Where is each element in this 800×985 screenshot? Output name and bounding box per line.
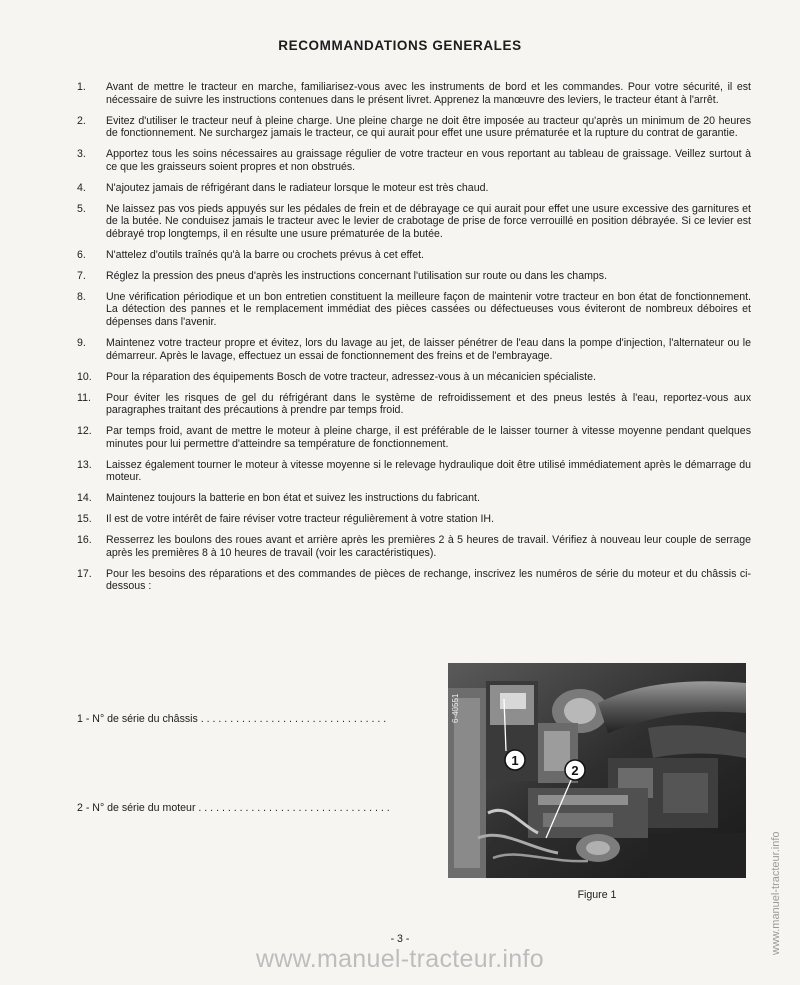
item-number: 14. bbox=[77, 492, 92, 505]
item-text: Resserrez les boulons des roues avant et arrière après les premières 2 à 5 heures de travail. Vérifiez à nouveau leur couple de serrage après les premières 8 à 10 heures de travail (voir les caractéristiques). bbox=[106, 534, 751, 559]
item-text: Laissez également tourner le moteur à vitesse moyenne si le relevage hydraulique doit être utilisé immédiatement après le démarrage du moteur. bbox=[106, 458, 751, 484]
photo-code-label: 6-40551 bbox=[451, 693, 460, 723]
item-text: Maintenez toujours la batterie en bon état et suivez les instructions du fabricant. bbox=[106, 492, 480, 505]
item-text: Pour éviter les risques de gel du réfrigérant dans le système de refroidissement et des pneus lestés à l'eau, reportez-vous aux paragraphes traitant des précautions à prendre par temps froid. bbox=[106, 391, 751, 417]
item-number: 15. bbox=[77, 513, 92, 526]
side-watermark-text: www.manuel-tracteur.info bbox=[770, 831, 782, 955]
item-number: 4. bbox=[77, 181, 86, 194]
item-text: Pour la réparation des équipements Bosch de votre tracteur, adressez-vous à un mécanicien spécialiste. bbox=[106, 370, 596, 383]
list-item bbox=[77, 81, 751, 106]
item-number: 8. bbox=[77, 290, 86, 303]
photo-callout-1: 1 bbox=[511, 753, 519, 768]
watermark-text: www.manuel-tracteur.info bbox=[256, 945, 544, 973]
item-number: 12. bbox=[77, 425, 92, 438]
list-item bbox=[77, 203, 751, 241]
list-item bbox=[77, 513, 751, 526]
list-item bbox=[77, 182, 751, 195]
list-item bbox=[77, 534, 751, 559]
page-number: - 3 - bbox=[390, 933, 410, 945]
item-number: 2. bbox=[77, 114, 86, 127]
list-item bbox=[77, 425, 751, 450]
page-title: RECOMMANDATIONS GENERALES bbox=[278, 38, 522, 53]
item-number: 17. bbox=[77, 567, 92, 580]
chassis-serial-field: 1 - N° de série du châssis . . . . . . . . . . . . . . . . . . . . . . . . . . . . . . . . bbox=[77, 713, 387, 725]
item-number: 3. bbox=[77, 148, 86, 161]
item-number: 11. bbox=[77, 391, 91, 404]
list-item bbox=[77, 148, 751, 173]
engine-photo bbox=[448, 663, 746, 878]
list-item bbox=[77, 492, 751, 505]
list-item bbox=[77, 392, 751, 417]
list-item bbox=[77, 291, 751, 329]
item-text: Ne laissez pas vos pieds appuyés sur les pédales de frein et de débrayage ce qui aurait pour effet une usure excessive des garnitures et de la butée. Ne conduisez jamais le tracteur avec le levier de crabotage de prise de force verrouillé en position débrayée. Si ce levier est débrayé trop longtemps, il en résulte une usure prématurée de la butée. bbox=[106, 202, 751, 240]
item-number: 7. bbox=[77, 269, 86, 282]
item-text: Evitez d'utiliser le tracteur neuf à pleine charge. Une pleine charge ne doit être imposée au tracteur qu'après un minimum de 20 heures de fonctionnement. Ne surchargez jamais le tracteur, ce qui aurait pour effet une usure prématurée et la rupture du contrat de garantie. bbox=[106, 114, 751, 140]
item-number: 1. bbox=[77, 81, 86, 93]
list-item bbox=[77, 115, 751, 140]
item-text: N'attelez d'outils traînés qu'à la barre ou crochets prévus à cet effet. bbox=[106, 248, 424, 261]
item-text: N'ajoutez jamais de réfrigérant dans le radiateur lorsque le moteur est très chaud. bbox=[106, 181, 489, 194]
list-item bbox=[77, 568, 751, 593]
list-item bbox=[77, 270, 751, 283]
item-number: 6. bbox=[77, 248, 86, 261]
item-text: Par temps froid, avant de mettre le moteur à pleine charge, il est préférable de le laisser tourner à vitesse moyenne pendant quelques minutes pour lui permettre d'atteindre sa température de fonctionnement. bbox=[106, 425, 751, 450]
item-text: Une vérification périodique et un bon entretien constituent la meilleure façon de maintenir votre tracteur en bon état de fonctionnement. La détection des pannes et le remplacement immédiat des pièces cassées ou défectueuses vous éviteront de nombreux déboires et dépenses dans l'avenir. bbox=[106, 290, 751, 329]
item-number: 13. bbox=[77, 458, 92, 471]
item-number: 10. bbox=[77, 370, 92, 383]
item-number: 16. bbox=[77, 534, 92, 547]
list-item bbox=[77, 371, 751, 384]
item-number: 9. bbox=[77, 337, 86, 350]
item-text: Pour les besoins des réparations et des commandes de pièces de rechange, inscrivez les numéros de série du moteur et du châssis ci-dessous : bbox=[106, 567, 751, 593]
item-text: Apportez tous les soins nécessaires au graissage régulier de votre tracteur en vous reportant au tableau de graissage. Veillez surtout à ce que les graisseurs soient propres et non obstrués. bbox=[106, 148, 751, 173]
figure-caption: Figure 1 bbox=[577, 889, 617, 901]
item-text: Avant de mettre le tracteur en marche, familiarisez-vous avec les instruments de bord et les commandes. Pour votre sécurité, il est nécessaire de suivre les instructions contenues dans le présent livret. Apprenez la manœuvre des leviers, le tracteur étant à l'arrêt. bbox=[106, 81, 751, 106]
item-text: Réglez la pression des pneus d'après les instructions concernant l'utilisation sur route ou dans les champs. bbox=[106, 269, 608, 282]
recommendations-list bbox=[77, 81, 751, 601]
item-text: Maintenez votre tracteur propre et évitez, lors du lavage au jet, de laisser pénétrer de l'eau dans la pompe d'injection, l'alternateur ou le démarreur. Après le lavage, effectuez un essai de fonctionnement des freins et de l'embrayage. bbox=[106, 337, 751, 362]
item-text: Il est de votre intérêt de faire réviser votre tracteur régulièrement à votre station IH. bbox=[106, 513, 495, 526]
item-number: 5. bbox=[77, 202, 86, 215]
list-item bbox=[77, 459, 751, 484]
list-item bbox=[77, 337, 751, 362]
photo-callout-2: 2 bbox=[571, 763, 579, 778]
engine-serial-field: 2 - N° de série du moteur . . . . . . . . . . . . . . . . . . . . . . . . . . . . . . . . . bbox=[77, 802, 390, 814]
list-item bbox=[77, 249, 751, 262]
